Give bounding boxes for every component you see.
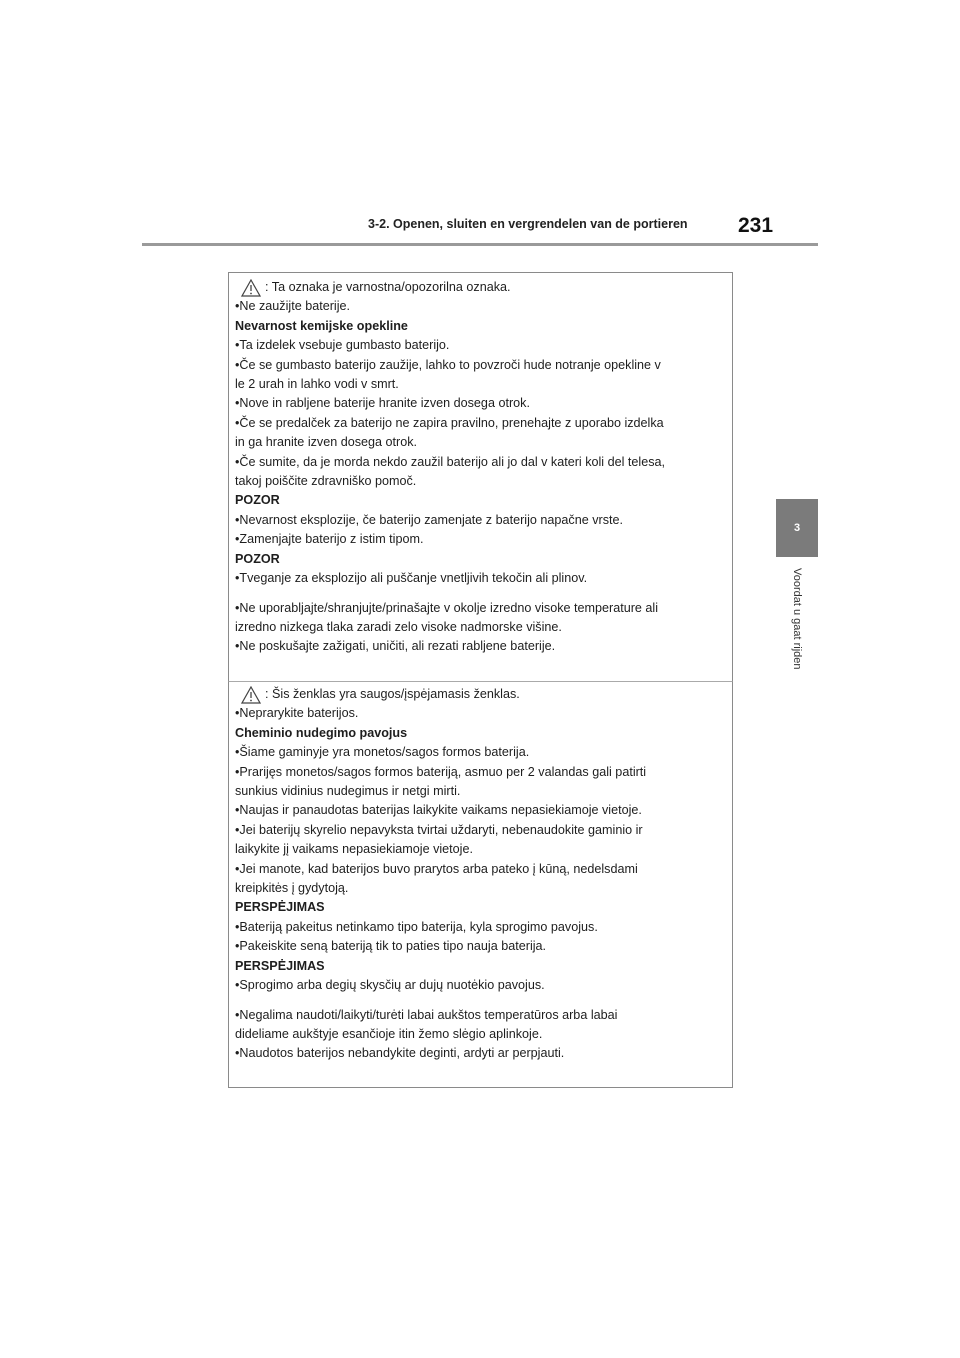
text-line: •Pakeiskite seną bateriją tik to paties tipo nauja baterija. <box>235 939 547 954</box>
slovenian-lines <box>235 297 726 656</box>
text-line: sunkius vidinius nudegimus ir netgi mirti. <box>235 784 461 799</box>
text-line: kreipkitės į gydytoją. <box>235 881 349 896</box>
text-line: •Nevarnost eksplozije, če baterijo zamenjate z baterijo napačne vrste. <box>235 512 624 527</box>
lithuanian-warning-box <box>228 681 733 1088</box>
text-line: •Neprarykite baterijos. <box>235 706 359 721</box>
text-line: •Ne zaužijte baterije. <box>235 299 351 314</box>
text-line: •Zamenjajte baterijo z istim tipom. <box>235 532 424 547</box>
warning-triangle-icon <box>241 279 261 297</box>
warning-triangle-icon <box>241 686 261 704</box>
section-heading: POZOR <box>235 493 280 508</box>
section-heading: POZOR <box>235 551 280 566</box>
text-line: •Šiame gaminyje yra monetos/sagos formos baterija. <box>235 745 530 760</box>
text-line: •Naujas ir panaudotas baterijas laikykite vaikams nepasiekiamoje vietoje. <box>235 803 642 818</box>
text-line: •Prarijęs monetos/sagos formos bateriją, asmuo per 2 valandas gali patirti <box>235 764 647 779</box>
text-line: •Naudotos baterijos nebandykite deginti, ardyti ar perpjauti. <box>235 1046 565 1061</box>
text-line: •Če se predalček za baterijo ne zapira pravilno, prenehajte z uporabo izdelka <box>235 415 664 430</box>
text-line: •Ta izdelek vsebuje gumbasto baterijo. <box>235 338 450 353</box>
text-line: •Nove in rabljene baterije hranite izven dosega otrok. <box>235 396 530 411</box>
text-line: le 2 urah in lahko vodi v smrt. <box>235 377 399 392</box>
text-line: in ga hranite izven dosega otrok. <box>235 435 418 450</box>
section-heading: Cheminio nudegimo pavojus <box>235 725 408 740</box>
lithuanian-lines <box>235 704 726 1063</box>
slovenian-warning-text: : Ta oznaka je varnostna/opozorilna oznaka. <box>265 280 511 294</box>
text-line: takoj poiščite zdravniško pomoč. <box>235 474 417 489</box>
section-heading: PERSPĖJIMAS <box>235 958 325 973</box>
text-line: •Če sumite, da je morda nekdo zaužil baterijo ali jo dal v kateri koli del telesa, <box>235 454 666 469</box>
text-line: •Sprogimo arba degių skysčių ar dujų nuotėkio pavojus. <box>235 978 545 993</box>
text-line: •Jei baterijų skyrelio nepavyksta tvirtai uždaryti, nebenaudokite gaminio ir <box>235 822 643 837</box>
slovenian-warning-box <box>228 272 733 681</box>
chapter-tab: 3 <box>776 499 818 557</box>
text-line: •Tveganje za eksplozijo ali puščanje vnetljivih tekočin ali plinov. <box>235 571 588 586</box>
lithuanian-warning-header <box>235 685 726 704</box>
text-line: izredno nizkega tlaka zaradi zelo visoke nadmorske višine. <box>235 619 562 634</box>
section-heading: Nevarnost kemijske opekline <box>235 318 408 333</box>
text-line: •Ne poskušajte zažigati, uničiti, ali rezati rabljene baterije. <box>235 639 556 654</box>
section-heading: PERSPĖJIMAS <box>235 900 325 915</box>
chapter-side-label: Voordat u gaat rijden <box>791 568 803 670</box>
text-line: •Negalima naudoti/laikyti/turėti labai aukštos temperatūros arba labai <box>235 1007 618 1022</box>
text-line: dideliame aukštyje esančioje itin žemo slėgio aplinkoje. <box>235 1026 543 1041</box>
text-line: •Ne uporabljajte/shranjujte/prinašajte v okolje izredno visoke temperature ali <box>235 600 659 615</box>
header-rule <box>142 243 818 246</box>
slovenian-warning-header <box>235 278 726 297</box>
text-line: •Če se gumbasto baterijo zaužije, lahko to povzroči hude notranje opekline v <box>235 357 661 372</box>
text-line: •Jei manote, kad baterijos buvo prarytos arba pateko į kūną, nedelsdami <box>235 861 638 876</box>
page-number: 231 <box>738 214 774 237</box>
text-line: laikykite jį vaikams nepasiekiamoje vietoje. <box>235 842 473 857</box>
page-header-title: 3-2. Openen, sluiten en vergrendelen van de portieren <box>368 217 688 231</box>
text-line: •Bateriją pakeitus netinkamo tipo baterija, kyla sprogimo pavojus. <box>235 919 598 934</box>
lithuanian-warning-text: : Šis ženklas yra saugos/įspėjamasis ženklas. <box>265 687 520 701</box>
